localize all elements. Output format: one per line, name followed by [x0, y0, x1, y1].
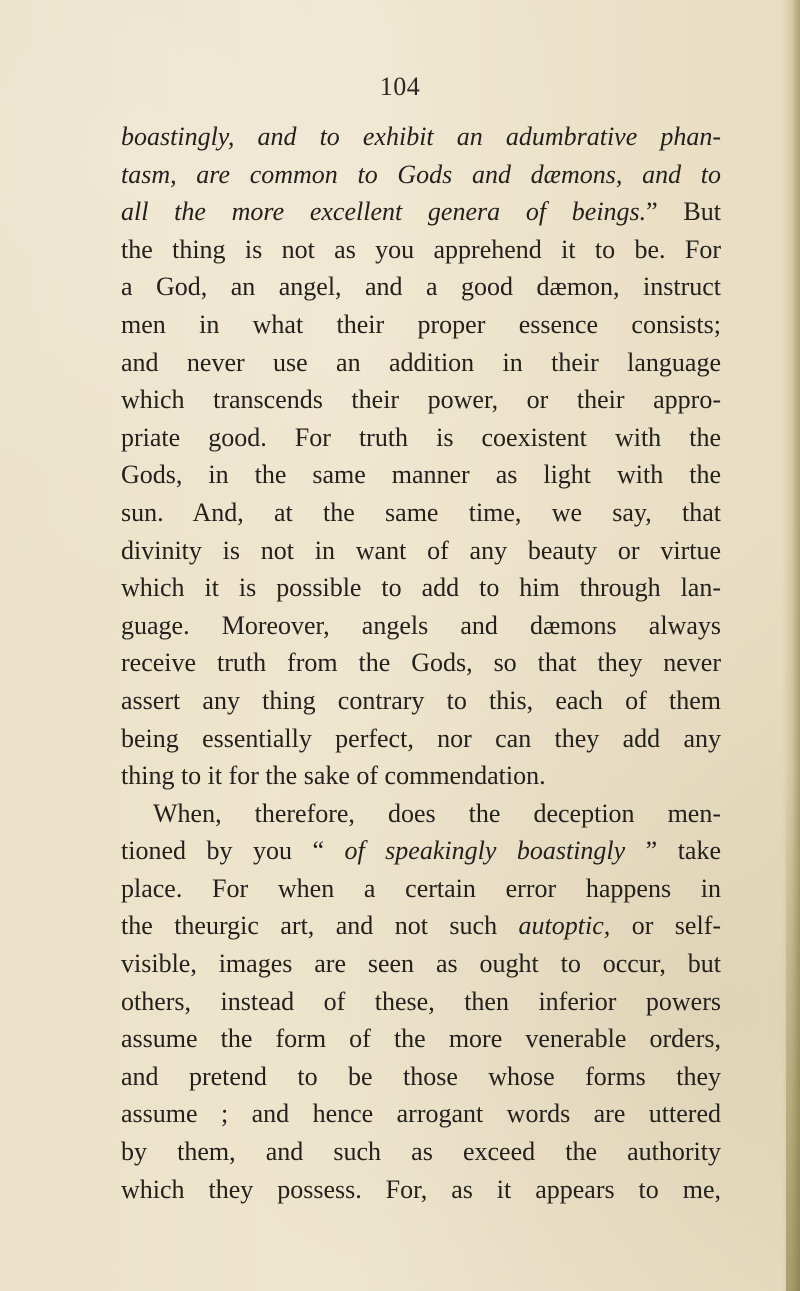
text-segment: divinity is not in want of any beauty or virtue	[121, 535, 721, 565]
text-line	[121, 682, 721, 720]
text-segment: assert any thing contrary to this, each of them	[121, 685, 721, 715]
page-number: 104	[379, 72, 421, 101]
italic-text-segment: tasm, are common to Gods and dæmons, and to	[121, 159, 721, 189]
text-segment: a God, an angel, and a good dæmon, instruct	[121, 272, 721, 302]
text-line	[121, 795, 721, 833]
text-segment: and never use an addition in their language	[121, 347, 721, 377]
text-segment: place. For when a certain error happens in	[121, 873, 721, 903]
text-line	[121, 193, 721, 231]
text-line	[121, 118, 721, 156]
text-segment: assume the form of the more venerable orders,	[121, 1024, 721, 1054]
text-line	[121, 344, 721, 382]
text-segment: which transcends their power, or their appro-	[121, 385, 721, 415]
text-segment: the theurgic art, and not such	[121, 911, 519, 941]
text-line	[121, 1171, 721, 1209]
text-segment: men in what their proper essence consists;	[121, 309, 721, 339]
text-line	[121, 156, 721, 194]
text-line	[121, 419, 721, 457]
text-segment: Gods, in the same manner as light with the	[121, 460, 721, 490]
text-line	[121, 532, 721, 570]
text-segment: When, therefore, does the deception men-	[153, 798, 721, 828]
text-line	[121, 569, 721, 607]
text-line	[121, 720, 721, 758]
text-segment: receive truth from the Gods, so that they never	[121, 648, 721, 678]
text-segment: ” take	[625, 836, 721, 866]
text-line	[121, 494, 721, 532]
text-segment: tioned by you “	[121, 836, 345, 866]
text-segment: the thing is not as you apprehend it to be. For	[121, 234, 721, 264]
text-segment: which they possess. For, as it appears to me,	[121, 1174, 721, 1204]
text-segment: priate good. For truth is coexistent with the	[121, 422, 721, 452]
text-line	[121, 268, 721, 306]
text-line	[121, 231, 721, 269]
text-line	[121, 983, 721, 1021]
italic-text-segment: autoptic,	[518, 911, 611, 941]
text-line	[121, 1020, 721, 1058]
italic-text-segment: all the more excellent genera of beings.	[121, 197, 647, 227]
italic-text-segment: boastingly, and to exhibit an adumbrative phan-	[121, 122, 721, 151]
text-segment: sun. And, at the same time, we say, that	[121, 497, 721, 527]
text-line	[121, 644, 721, 682]
text-line	[121, 832, 721, 870]
text-segment: or self-	[610, 911, 722, 941]
body-text	[121, 118, 721, 1208]
text-segment: others, instead of these, then inferior powers	[121, 986, 721, 1016]
page-edge-stain	[786, 771, 800, 1291]
text-segment: thing to it for the sake of commendation.	[121, 761, 546, 791]
text-line	[121, 907, 721, 945]
text-line	[121, 757, 721, 795]
text-line	[121, 945, 721, 983]
text-line	[121, 381, 721, 419]
text-segment: and pretend to be those whose forms they	[121, 1061, 721, 1091]
text-segment: guage. Moreover, angels and dæmons always	[121, 610, 721, 640]
text-segment: assume ; and hence arrogant words are uttered	[121, 1099, 721, 1129]
text-segment: visible, images are seen as ought to occur, but	[121, 949, 721, 979]
text-line	[121, 1095, 721, 1133]
text-line	[121, 456, 721, 494]
text-line	[121, 607, 721, 645]
text-line	[121, 1058, 721, 1096]
italic-text-segment: of speakingly boastingly	[344, 836, 626, 866]
text-segment: which it is possible to add to him through lan-	[121, 573, 721, 603]
text-line	[121, 1133, 721, 1171]
text-line	[121, 306, 721, 344]
text-line	[121, 870, 721, 908]
text-segment: by them, and such as exceed the authority	[121, 1137, 721, 1167]
text-segment: being essentially perfect, nor can they add any	[121, 723, 721, 753]
text-segment: ” But	[646, 197, 721, 227]
